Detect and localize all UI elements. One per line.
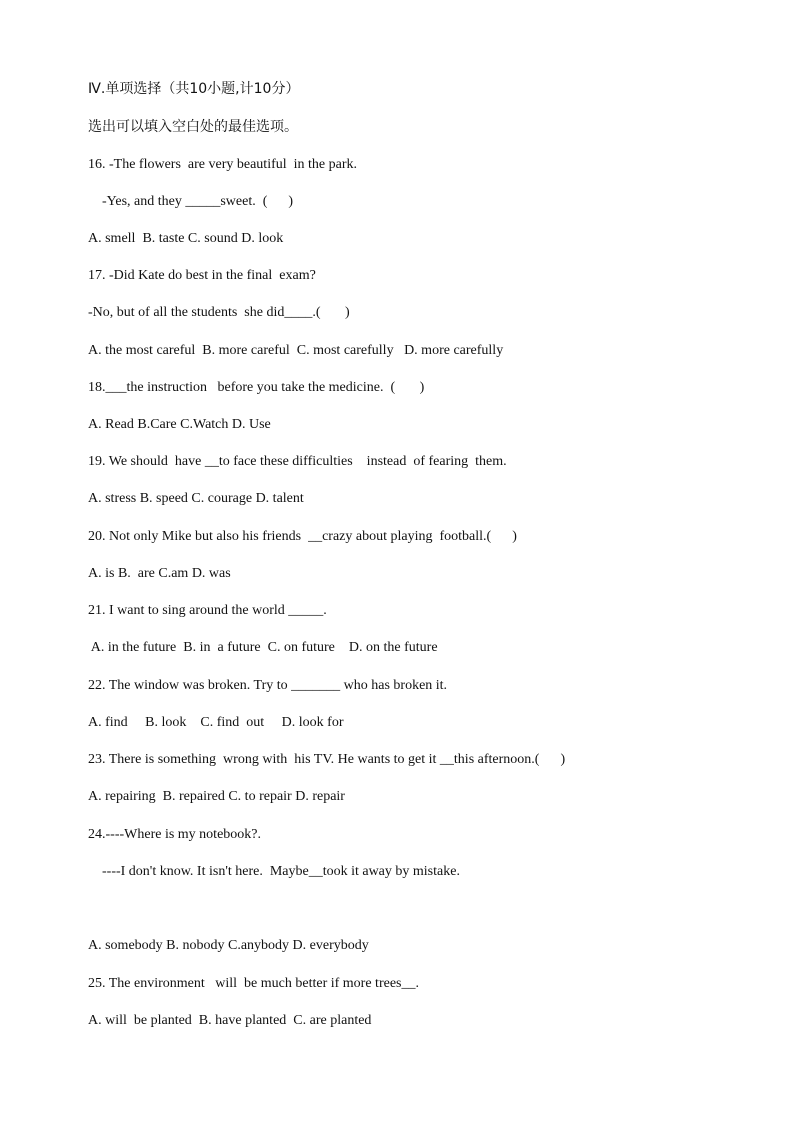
question-22-options: A. find B. look C. find out D. look for (88, 715, 344, 730)
question-16-response: -Yes, and they _____sweet. ( ) (88, 194, 294, 209)
question-24: 24.----Where is my notebook?. (88, 827, 261, 842)
question-23-options: A. repairing B. repaired C. to repair D. repair (88, 789, 345, 804)
question-23: 23. There is something wrong with his TV. He wants to get it __this afternoon.( ) (88, 752, 566, 767)
question-16-options: A. smell B. taste C. sound D. look (88, 231, 284, 246)
question-20: 20. Not only Mike but also his friends __crazy about playing football.( ) (88, 529, 517, 544)
section-heading: Ⅳ.单项选择（共10小题,计10分） (88, 81, 300, 97)
question-18: 18.___the instruction before you take the medicine. ( ) (88, 380, 425, 395)
question-20-options: A. is B. are C.am D. was (88, 566, 231, 581)
question-25-options: A. will be planted B. have planted C. are planted (88, 1013, 372, 1028)
question-18-options: A. Read B.Care C.Watch D. Use (88, 417, 271, 432)
question-17-response: -No, but of all the students she did____.( ) (88, 305, 350, 320)
question-22: 22. The window was broken. Try to _______ who has broken it. (88, 678, 448, 693)
question-21-options: A. in the future B. in a future C. on future D. on the future (88, 640, 438, 655)
question-17-options: A. the most careful B. more careful C. most carefully D. more carefully (88, 343, 504, 358)
question-19-options: A. stress B. speed C. courage D. talent (88, 491, 304, 506)
question-21: 21. I want to sing around the world _____. (88, 603, 327, 618)
section-instruction: 选出可以填入空白处的最佳选项。 (88, 119, 298, 135)
question-16: 16. -The flowers are very beautiful in the park. (88, 157, 358, 172)
question-25: 25. The environment will be much better if more trees__. (88, 976, 419, 991)
question-24-options: A. somebody B. nobody C.anybody D. everybody (88, 938, 369, 953)
question-24-response: ----I don't know. It isn't here. Maybe__took it away by mistake. (88, 864, 460, 879)
question-19: 19. We should have __to face these difficulties instead of fearing them. (88, 454, 507, 469)
question-17: 17. -Did Kate do best in the final exam? (88, 268, 316, 283)
